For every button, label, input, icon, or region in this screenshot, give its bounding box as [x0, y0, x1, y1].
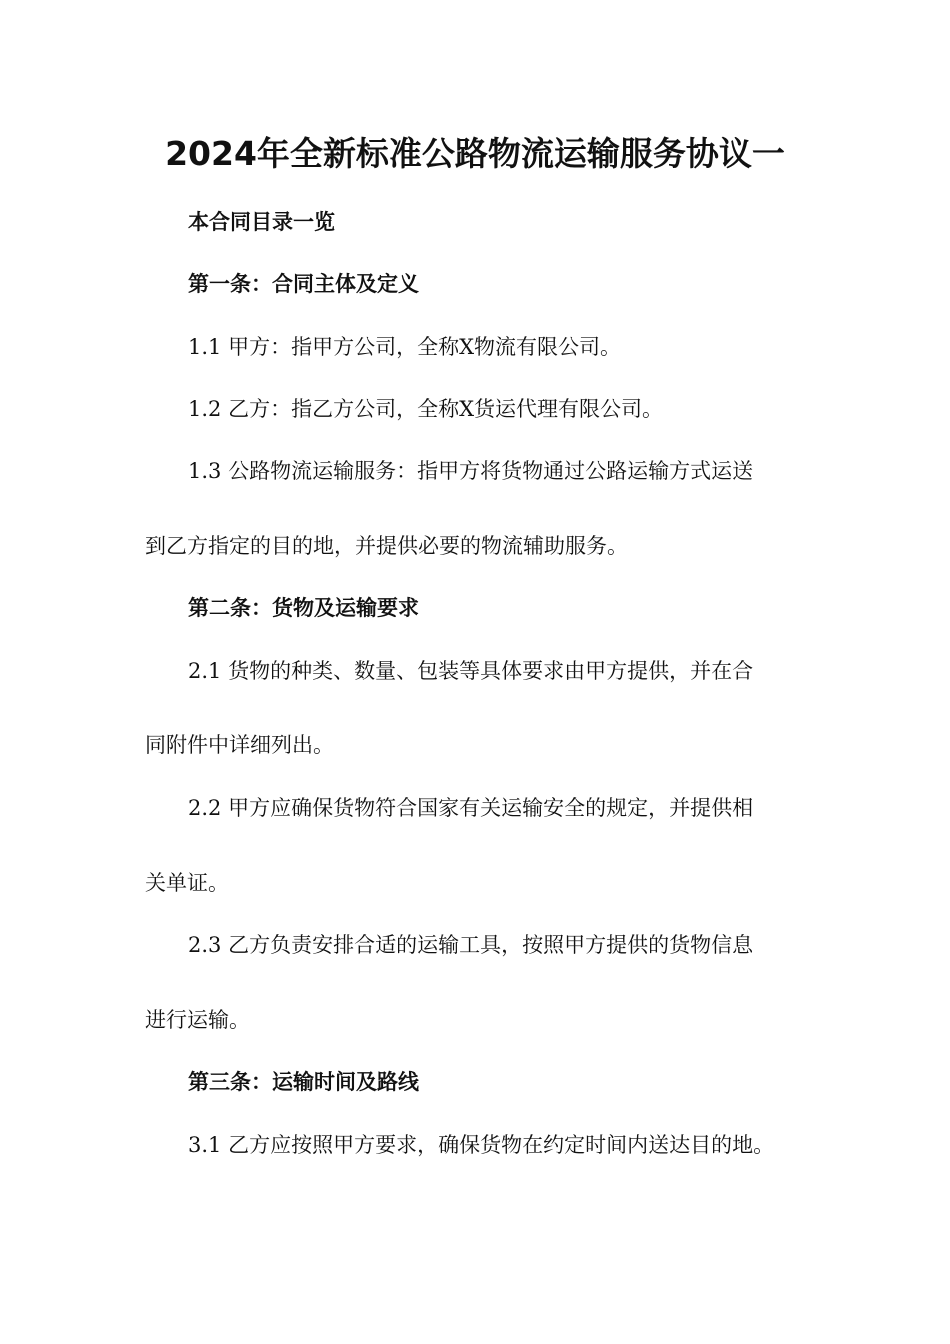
clause-1-3-line2: 到乙方指定的目的地，并提供必要的物流辅助服务。 [145, 534, 628, 558]
clause-1-3-line1: 1.3 公路物流运输服务：指甲方将货物通过公路运输方式运送 [188, 459, 754, 483]
toc-heading: 本合同目录一览 [188, 210, 335, 234]
clause-2-3-line1: 2.3 乙方负责安排合适的运输工具，按照甲方提供的货物信息 [188, 933, 754, 957]
article3-heading: 第三条：运输时间及路线 [188, 1070, 419, 1094]
clause-1-2: 1.2 乙方：指乙方公司，全称X货运代理有限公司。 [188, 397, 664, 421]
clause-2-2-line2: 关单证。 [145, 871, 229, 895]
clause-2-1-line1: 2.1 货物的种类、数量、包装等具体要求由甲方提供，并在合 [188, 659, 754, 683]
clause-1-1: 1.1 甲方：指甲方公司，全称X物流有限公司。 [188, 335, 622, 359]
document-title: 2024年全新标准公路物流运输服务协议一 [165, 134, 785, 173]
article2-heading: 第二条：货物及运输要求 [188, 596, 419, 620]
clause-3-1: 3.1 乙方应按照甲方要求，确保货物在约定时间内送达目的地。 [188, 1133, 775, 1157]
clause-2-3-line2: 进行运输。 [145, 1008, 250, 1032]
article1-heading: 第一条：合同主体及定义 [188, 272, 419, 296]
clause-2-2-line1: 2.2 甲方应确保货物符合国家有关运输安全的规定，并提供相 [188, 796, 754, 820]
clause-2-1-line2: 同附件中详细列出。 [145, 733, 334, 757]
